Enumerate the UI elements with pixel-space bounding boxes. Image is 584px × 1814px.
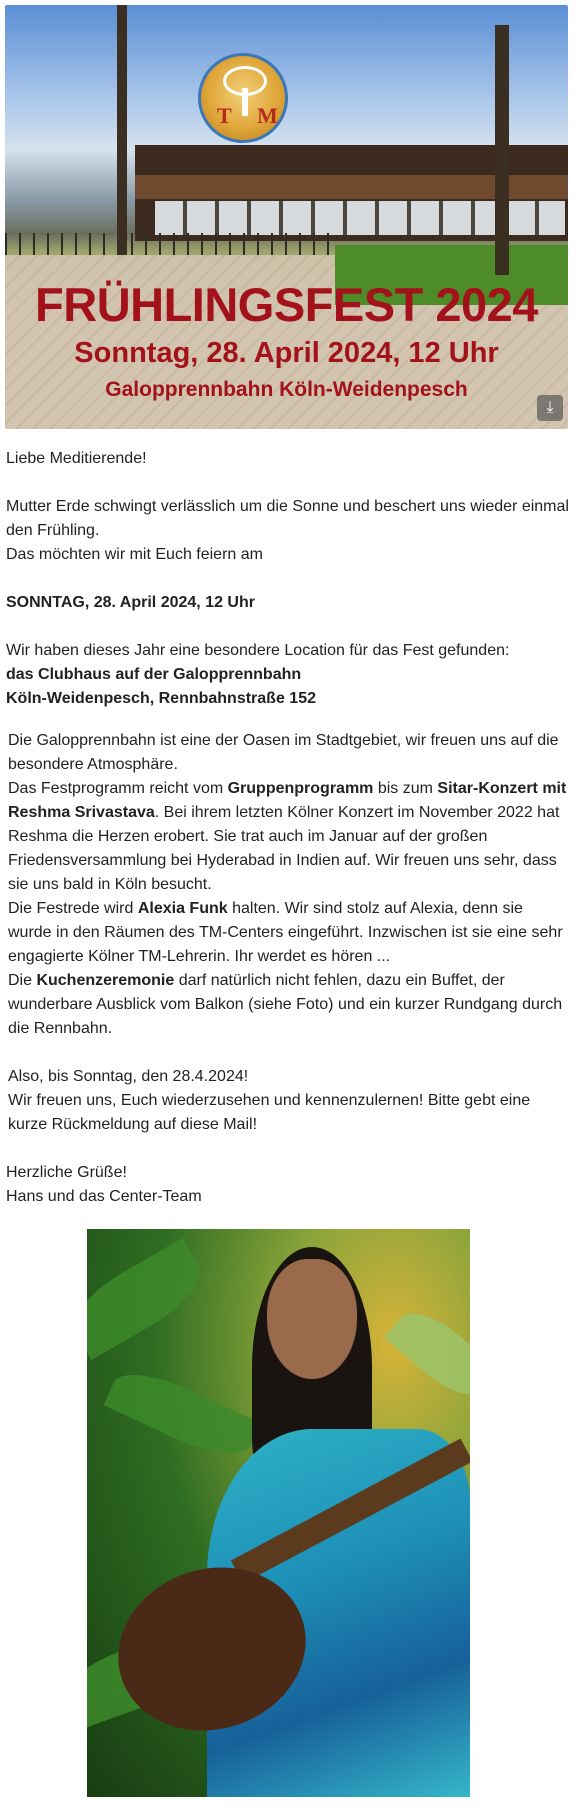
tree-trunk: [242, 88, 248, 116]
venue-line-2: Köln-Weidenpesch, Rennbahnstraße 152: [6, 690, 316, 707]
body-p2-c: bis zum: [373, 780, 438, 797]
event-date: [6, 591, 572, 615]
venue-line-1: das Clubhaus auf der Galopprennbahn: [6, 666, 302, 683]
banner-date: Sonntag, 28. April 2024, 12 Uhr: [74, 337, 499, 369]
face: [267, 1259, 357, 1379]
download-button[interactable]: [537, 395, 563, 421]
signature: Hans und das Center-Team: [6, 1188, 202, 1205]
banner-venue: Galopprennbahn Köln-Weidenpesch: [105, 378, 468, 401]
body-p1: Die Galopprennbahn ist eine der Oasen im Stadtgebiet, wir freuen uns auf die besondere Atmosphäre.: [8, 732, 559, 773]
closing-line-1: Also, bis Sonntag, den 28.4.2024!: [8, 1068, 249, 1085]
closing-line-2: Wir freuen uns, Euch wiederzusehen und kennenzulernen! Bitte gebt eine kurze Rückmeldung auf diese Mail!: [8, 1092, 531, 1133]
body-p3-c: halten. Wir sind stolz auf Alexia, denn sie wurde in den Räumen des TM-Centers eingeführt. Inzwischen ist sie eine sehr engagierte Kölner TM-Lehrerin. Ihr werdet es hören ...: [8, 900, 563, 965]
body-paragraph: [8, 729, 570, 1041]
body-p3-a: Die Festrede wird: [8, 900, 138, 917]
tm-logo: [198, 53, 288, 143]
body-p2-e: . Bei ihrem letzten Kölner Konzert im November 2022 hat Reshma die Herzen erobert. Sie trat auch im Januar auf der großen Friedensversammlung bei Hyderabad in Indien auf. Wir freuen uns sehr, dass sie uns bald in Köln besucht.: [8, 804, 560, 893]
tree-trunk-left: [117, 5, 127, 255]
fence: [5, 233, 335, 255]
body-p4-a: Die: [8, 972, 37, 989]
body-p2-a: Das Festprogramm reicht vom: [8, 780, 228, 797]
banner-title: FRÜHLINGSFEST 2024: [35, 278, 538, 331]
tree-trunk-right: [495, 25, 509, 275]
logo-letter-m: M: [257, 103, 278, 128]
logo-letter-t: T: [217, 103, 232, 128]
greeting: Liebe Meditierende!: [6, 450, 147, 467]
closing-paragraph: [8, 1065, 570, 1137]
location-paragraph: [6, 639, 572, 711]
signature-block: [6, 1161, 572, 1209]
event-banner-image: [5, 5, 568, 429]
event-date-text: SONNTAG, 28. April 2024, 12 Uhr: [6, 594, 255, 611]
body-p2-d: Sitar-Konzert mit Reshma Srivastava: [8, 780, 567, 821]
intro-line-2: Das möchten wir mit Euch feiern am: [6, 546, 263, 563]
intro-paragraph: [6, 495, 572, 567]
body-p3-b: Alexia Funk: [137, 900, 228, 917]
regards: Herzliche Grüße!: [6, 1164, 127, 1181]
body-p4-c: darf natürlich nicht fehlen, dazu ein Buffet, der wunderbare Ausblick vom Balkon (siehe Foto) und ein kurzer Rundgang durch die Rennbahn.: [8, 972, 563, 1037]
body-p2-b: Gruppenprogramm: [227, 780, 374, 797]
body-p4-b: Kuchenzeremonie: [36, 972, 175, 989]
intro-line-1: Mutter Erde schwingt verlässlich um die Sonne und beschert uns wieder einmal den Frühling.: [6, 498, 569, 539]
sitar-player-photo: [87, 1229, 470, 1797]
download-icon: ⤓: [546, 399, 554, 416]
location-text: Wir haben dieses Jahr eine besondere Location für das Fest gefunden:: [6, 642, 510, 659]
